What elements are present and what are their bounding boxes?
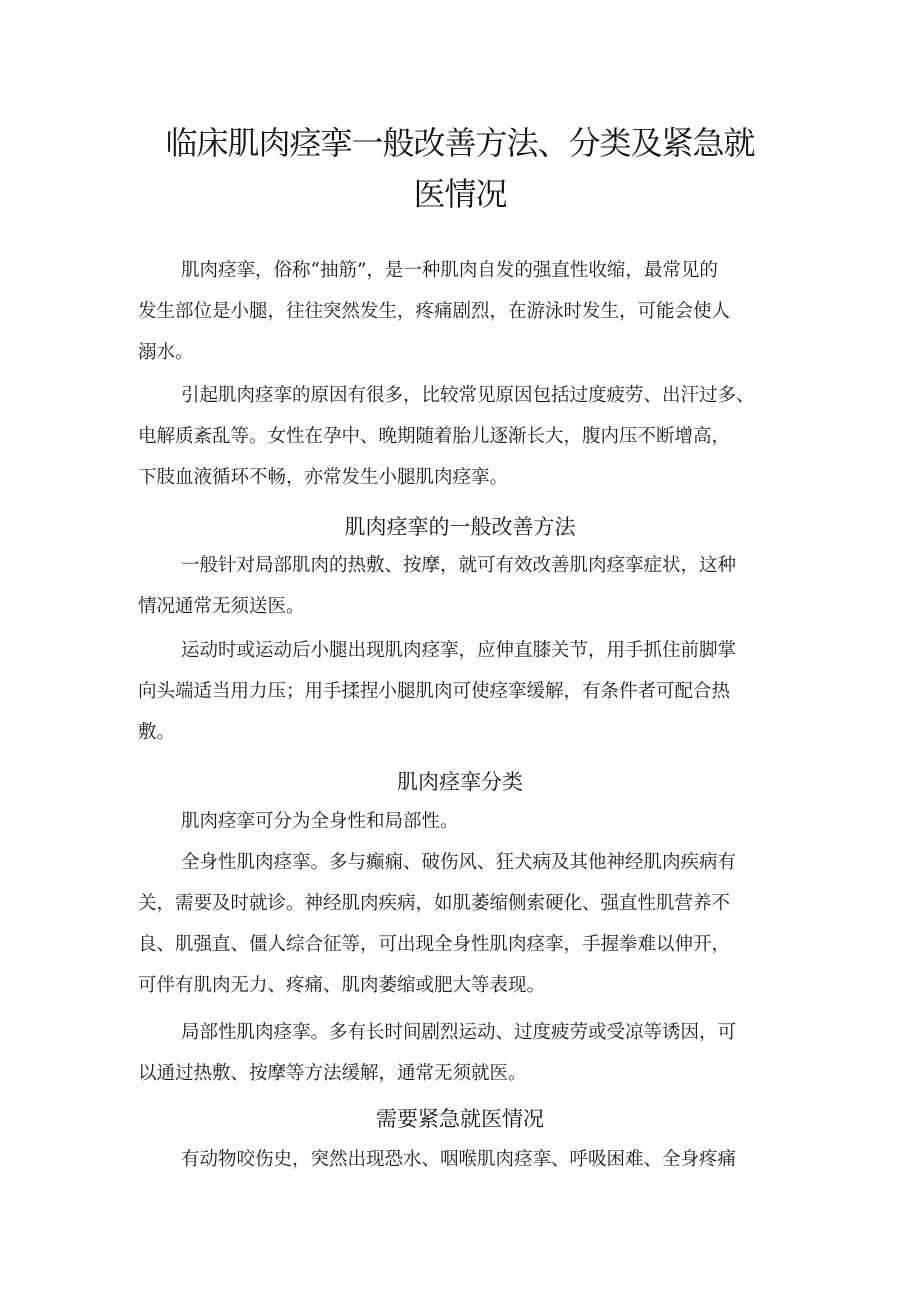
section-heading-improvement: 肌肉痉挛的一般改善方法: [344, 515, 576, 539]
text-line: 情况通常无须送医。: [138, 596, 305, 617]
text-line: 下肢血液循环不畅，亦常发生小腿肌肉痉挛。: [138, 467, 509, 488]
text-line: 肌肉痉挛可分为全身性和局部性。: [181, 811, 459, 832]
text-line: 运动时或运动后小腿出现肌肉痉挛，应伸直膝关节，用手抓住前脚掌: [181, 640, 737, 661]
intro-paragraph-1: [138, 250, 798, 373]
text-line: 肌肉痉挛，俗称“抽筋”，是一种肌肉自发的强直性收缩，最常见的: [181, 260, 718, 281]
text-line: 发生部位是小腿，往往突然发生，疼痛剧烈，在游泳时发生，可能会使人: [138, 301, 731, 322]
text-line: 一般针对局部肌肉的热敷、按摩，就可有效改善肌肉痉挛症状，这种: [181, 555, 737, 576]
section3-paragraph-1: [138, 1139, 798, 1180]
text-line: 关，需要及时就诊。神经肌肉疾病，如肌萎缩侧索硬化、强直性肌营养不: [138, 893, 731, 914]
document-title-line-2: 医情况: [413, 175, 507, 213]
section1-paragraph-1: [138, 545, 798, 627]
section1-paragraph-2: [138, 630, 798, 753]
text-line: 向头端适当用力压；用手揉捏小腿肌肉可使痉挛缓解，有条件者可配合热: [138, 681, 731, 702]
text-line: 局部性肌肉痉挛。多有长时间剧烈运动、过度疲劳或受凉等诱因，可: [181, 1022, 737, 1043]
text-line: 溺水。: [138, 342, 194, 363]
section-heading-emergency: 需要紧急就医情况: [376, 1107, 544, 1131]
intro-paragraph-2: [138, 375, 798, 498]
text-line: 良、肌强直、僵人综合征等，可出现全身性肌肉痉挛，手握拳难以伸开，: [138, 934, 731, 955]
text-line: 有动物咬伤史，突然出现恐水、咽喉肌肉痉挛、呼吸困难、全身疼痛: [181, 1149, 737, 1170]
text-line: 引起肌肉痉挛的原因有很多，比较常见原因包括过度疲劳、出汗过多、: [181, 385, 755, 406]
section2-paragraph-2: [138, 842, 798, 1006]
section-heading-classification: 肌肉痉挛分类: [397, 770, 523, 794]
section2-paragraph-3: [138, 1012, 798, 1094]
document-title-line-1: 临床肌肉痉挛一般改善方法、分类及紧急就: [165, 124, 755, 162]
text-line: 电解质紊乱等。女性在孕中、晚期随着胎儿逐渐长大，腹内压不断增高，: [138, 426, 731, 447]
text-line: 可伴有肌肉无力、疼痛、肌肉萎缩或肥大等表现。: [138, 975, 546, 996]
text-line: 以通过热敷、按摩等方法缓解，通常无须就医。: [138, 1063, 527, 1084]
text-line: 全身性肌肉痉挛。多与癫痫、破伤风、狂犬病及其他神经肌肉疾病有: [181, 852, 737, 873]
section2-paragraph-1: [138, 801, 798, 842]
text-line: 敷。: [138, 722, 176, 743]
